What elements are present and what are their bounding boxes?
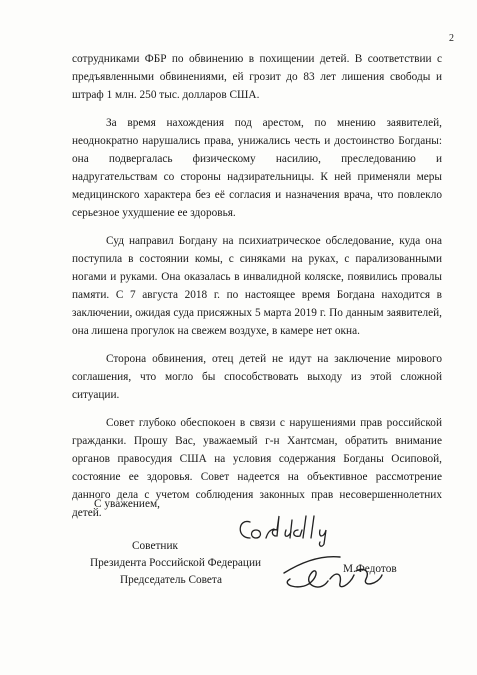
closing-salutation: С уважением, xyxy=(94,498,160,510)
paragraph: За время нахождения под арестом, по мнению заявителей, неоднократно нарушались права, унижались честь и достоинство Богданы: она подвергалась физическому насилию, преследованию и надругательствам со стороны надзирательницы. К ней применяли меры медицинского характера без её согласия и назначения врача, что повлекло серьезное ухудшение ее здоровья. xyxy=(72,117,442,219)
signer-title-line2: Президента Российской Федерации xyxy=(90,557,262,569)
paragraph: Суд направил Богдану на психиатрическое обследование, куда она поступила в состоянии комы, с синяками на руках, с парализованными ногами и руками. Она оказалась в инвалидной коляске, появились провалы памяти. С 7 августа 2018 г. по настоящее время Богдана находится в заключении, ожидая суда присяжных 5 марта 2019 г. По данным заявителей, она лишена прогулок на свежем воздухе, в камере нет окна. xyxy=(72,235,442,337)
signer-title-line3: Председатель Совета xyxy=(120,574,223,586)
paragraph: Сторона обвинения, отец детей не идут на заключение мирового соглашения, что могло бы способствовать выходу из этой сложной ситуации. xyxy=(72,353,442,401)
handwritten-cordially xyxy=(232,508,362,548)
letter-body xyxy=(72,50,442,532)
paragraph: сотрудниками ФБР по обвинению в похищении детей. В соответствии с предъявленными обвинениями, ей грозит до 83 лет лишения свободы и штраф 1 млн. 250 тыс. долларов США. xyxy=(72,53,442,101)
page-number: 2 xyxy=(449,33,454,44)
paragraph: Совет глубоко обеспокоен в связи с нарушениями прав российской гражданки. Прошу Вас, уважаемый г-н Хантсман, обратить внимание органов правосудия США на условия содержания Богданы Осиповой, состояние ее здоровья. Совет надеется на объективное рассмотрение данного дела с учетом соблюдения законных прав несовершеннолетних детей. xyxy=(72,417,442,519)
signer-title-line1: Советник xyxy=(132,540,178,552)
signer-name: М.Федотов xyxy=(343,563,397,575)
